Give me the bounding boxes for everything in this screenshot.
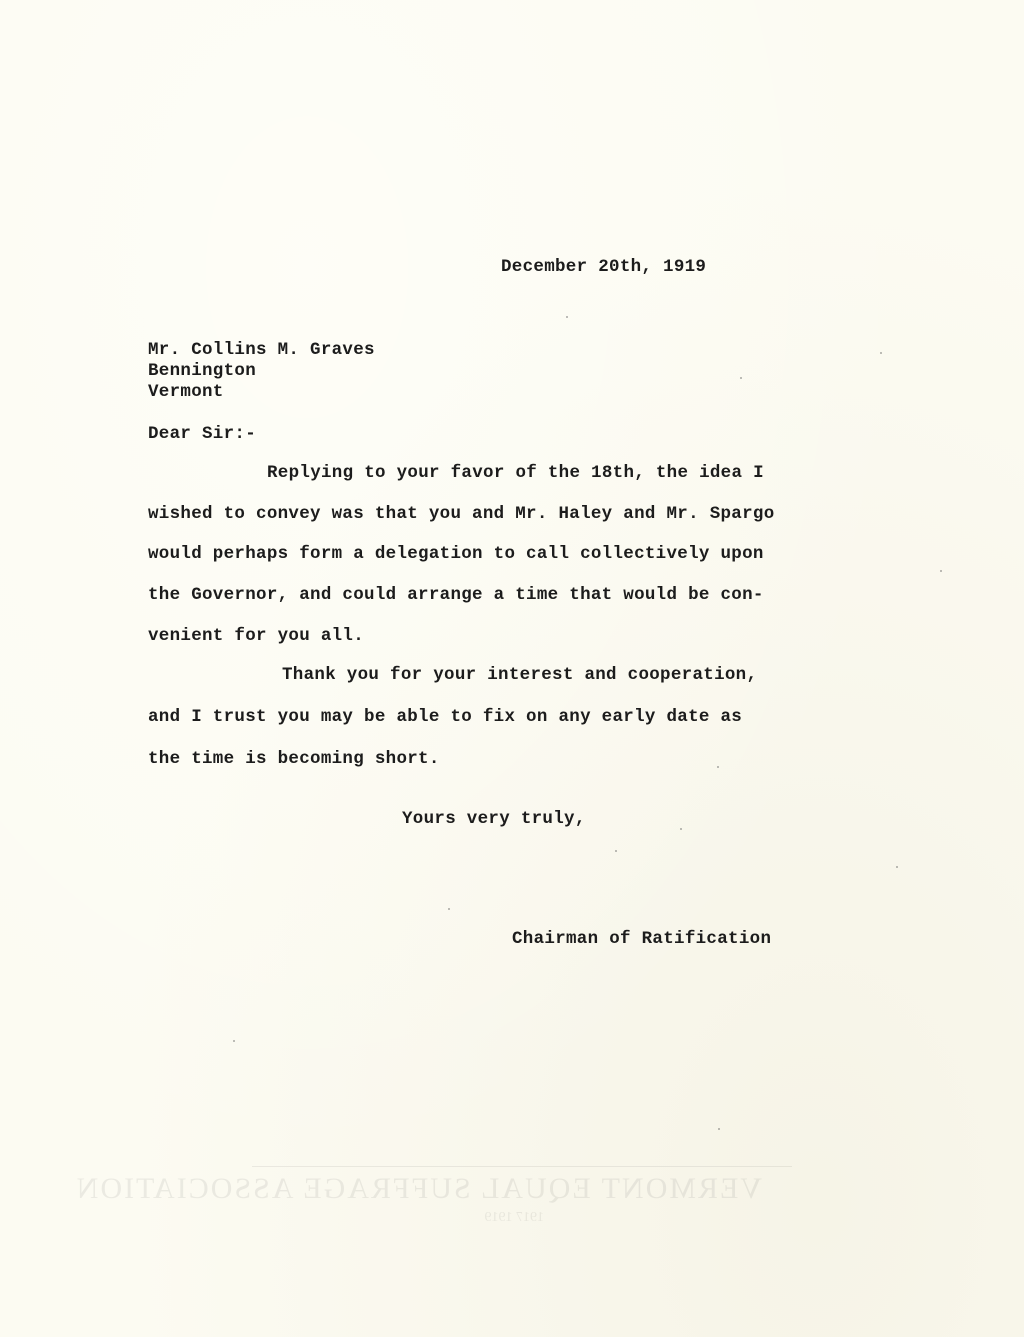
recipient-name: Mr. Collins M. Graves — [148, 340, 375, 360]
paragraph2-line: the time is becoming short. — [148, 749, 440, 769]
paper-speck — [896, 866, 898, 868]
letterhead-bleedthrough — [0, 1040, 1024, 1300]
paragraph1-line: venient for you all. — [148, 626, 365, 646]
paper-speck — [233, 1040, 235, 1042]
paragraph1-line: would perhaps form a delegation to call collectively upon — [148, 544, 764, 564]
letter-date: December 20th, 1919 — [501, 257, 707, 277]
paragraph1-line: the Governor, and could arrange a time that would be con- — [148, 585, 764, 605]
recipient-city: Bennington — [148, 361, 257, 381]
paper-speck — [615, 850, 617, 852]
closing: Yours very truly, — [402, 809, 586, 829]
paper-speck — [718, 1128, 720, 1130]
paper-speck — [880, 352, 882, 354]
paper-speck — [566, 316, 568, 318]
paragraph1-line: wished to convey was that you and Mr. Haley and Mr. Spargo — [148, 504, 775, 524]
bleedthrough-title: VERMONT EQUAL SUFFRAGE ASSOCIATION — [74, 1172, 762, 1205]
paragraph2-line: and I trust you may be able to fix on any early date as — [148, 707, 743, 727]
paragraph1-line: Replying to your favor of the 18th, the idea I — [267, 463, 764, 483]
paper-speck — [940, 570, 942, 572]
paper-speck — [740, 377, 742, 379]
paragraph2-line: Thank you for your interest and cooperation, — [282, 665, 758, 685]
signature-title: Chairman of Ratification — [512, 929, 772, 949]
paper-speck — [717, 766, 719, 768]
paper-speck — [448, 908, 450, 910]
bleedthrough-years: 1917 1919 — [484, 1210, 544, 1225]
recipient-state: Vermont — [148, 382, 224, 402]
bleedthrough-rule — [252, 1166, 792, 1167]
salutation: Dear Sir:- — [148, 424, 257, 444]
paper-speck — [680, 828, 682, 830]
